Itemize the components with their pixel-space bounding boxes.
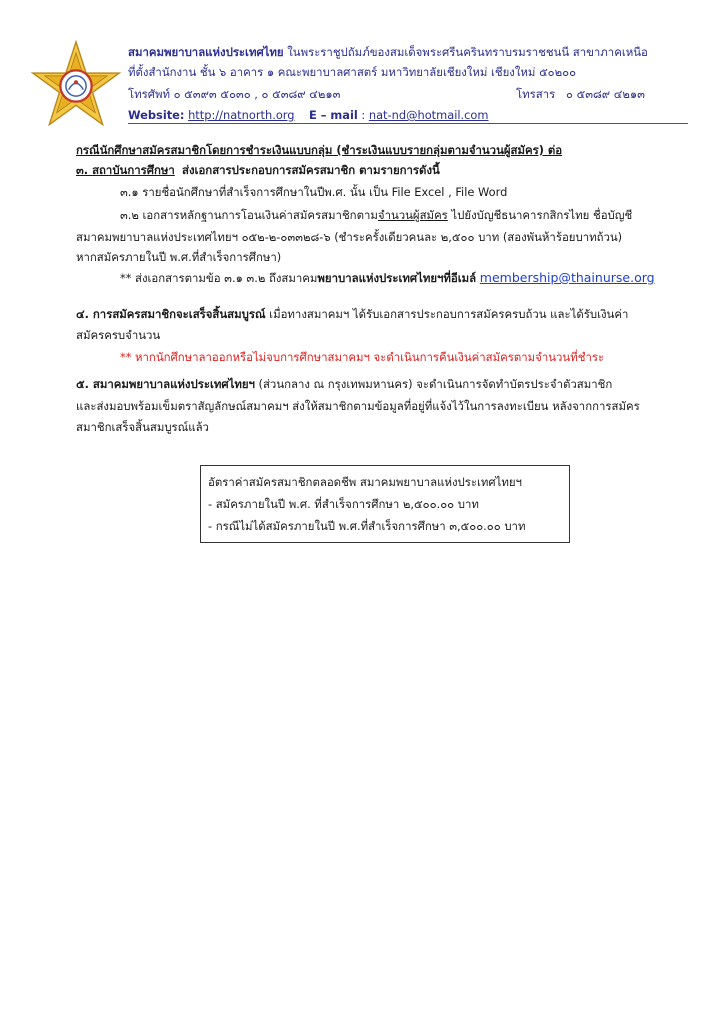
patronage-text: ในพระราชูปถัมภ์ของสมเด็จพระศรีนครินทราบรมราชชนนี สาขาภาคเหนือ <box>283 45 648 59</box>
fax-number: ๐ ๕๓๘๙ ๔๒๑๓ <box>566 87 645 101</box>
item-3-1: ๓.๑ รายชื่อนักศึกษาที่สำเร็จการศึกษาในปีพ.ศ. นั้น เป็น File Excel , File Word <box>120 185 508 199</box>
header-title-line <box>128 44 648 60</box>
document-submission-note <box>120 270 655 286</box>
section-3-title: ๓. สถาบันการศึกษา <box>76 163 175 177</box>
office-address: ที่ตั้งสำนักงาน ชั้น ๖ อาคาร ๑ คณะพยาบาลศาสตร์ มหาวิทยาลัยเชียงใหม่ เชียงใหม่ ๕๐๒๐๐ <box>128 65 577 79</box>
item-3-2-text: ๓.๒ เอกสารหลักฐานการโอนเงินค่าสมัครสมาชิกตาม <box>120 208 378 222</box>
fee-line-within-year: - สมัครภายในปี พ.ศ. ที่สำเร็จการศึกษา ๒,๕๐๐.๐๐ บาท <box>208 497 479 511</box>
note-bold-text: พยาบาลแห่งประเทศไทยฯที่อีเมล์ <box>317 271 477 285</box>
section-4-text: เมื่อทางสมาคมฯ ได้รับเอกสารประกอบการสมัครครบถ้วน และได้รับเงินค่า <box>265 307 629 321</box>
section-4-line1 <box>76 306 628 322</box>
section-5-text: (ส่วนกลาง ณ กรุงเทพมหานคร) จะดำเนินการจัดทำบัตรประจำตัวสมาชิก <box>254 377 613 391</box>
header-divider <box>128 123 688 124</box>
section-5-line2: และส่งมอบพร้อมเข็มตราสัญลักษณ์สมาคมฯ ส่งให้สมาชิกตามข้อมูลที่อยู่ที่แจ้งไว้ในการลงทะเบียน หลังจากการสมัคร <box>76 399 640 413</box>
header-email-link[interactable]: nat-nd@hotmail.com <box>368 108 489 122</box>
fee-line-after-year: - กรณีไม่ได้สมัครภายในปี พ.ศ.ที่สำเร็จการศึกษา ๓,๕๐๐.๐๐ บาท <box>208 519 526 533</box>
email-separator: : <box>361 108 366 122</box>
item-3-2-line1 <box>120 207 632 223</box>
website-link[interactable]: http://natnorth.org <box>188 108 295 122</box>
section-4-line2: สมัครครบจำนวน <box>76 328 161 342</box>
section-5-line3: สมาชิกเสร็จสิ้นสมบูรณ์แล้ว <box>76 420 209 434</box>
note-text: ** ส่งเอกสารตามข้อ ๓.๑ ๓.๒ ถึงสมาคม <box>120 271 318 285</box>
section-3-line <box>76 162 440 178</box>
item-3-2-line2: สมาคมพยาบาลแห่งประเทศไทยฯ ๐๕๒-๒-๐๓๓๒๘-๖ (ชำระครั้งเดียวคนละ ๒,๕๐๐ บาท (สองพันห้าร้อยบาทถ้วน) <box>76 230 623 244</box>
phone-number: โทรศัพท์ ๐ ๕๓๙๓ ๕๐๓๐ , ๐ ๕๓๘๙ ๔๒๑๓ <box>128 87 341 101</box>
item-3-2-bank-text: ไปยังบัญชีธนาคารกสิกรไทย ชื่อบัญชี <box>447 208 633 222</box>
web-contact-line <box>128 107 488 123</box>
section-4-title: ๔. การสมัครสมาชิกจะเสร็จสิ้นสมบูรณ์ <box>76 307 266 321</box>
email-label: E – mail <box>308 108 358 122</box>
item-3-2-line3: หากสมัครภายในปี พ.ศ.ที่สำเร็จการศึกษา) <box>76 250 282 264</box>
association-logo-star-icon <box>30 40 122 132</box>
section-heading: กรณีนักศึกษาสมัครสมาชิกโดยการชำระเงินแบบกลุ่ม (ชำระเงินแบบรายกลุ่มตามจำนวนผู้สมัคร) ต่อ <box>76 143 563 157</box>
website-label: Website: <box>128 108 185 122</box>
fee-box-title: อัตราค่าสมัครสมาชิกตลอดชีพ สมาคมพยาบาลแห่งประเทศไทยฯ <box>208 475 522 489</box>
refund-warning: ** หากนักศึกษาลาออกหรือไม่จบการศึกษาสมาคมฯ จะดำเนินการคืนเงินค่าสมัครตามจำนวนที่ชำระ <box>120 350 605 364</box>
contact-phone-line <box>128 86 688 102</box>
fax-label: โทรสาร <box>516 87 556 101</box>
applicant-count-underlined: จำนวนผู้สมัคร <box>377 208 448 222</box>
membership-email-link[interactable]: membership@thainurse.org <box>479 270 655 285</box>
section-3-text: ส่งเอกสารประกอบการสมัครสมาชิก ตามรายการดังนี้ <box>182 163 440 177</box>
section-5-line1 <box>76 376 612 392</box>
section-5-title: ๕. สมาคมพยาบาลแห่งประเทศไทยฯ <box>76 377 255 391</box>
org-name: สมาคมพยาบาลแห่งประเทศไทย <box>128 45 284 59</box>
